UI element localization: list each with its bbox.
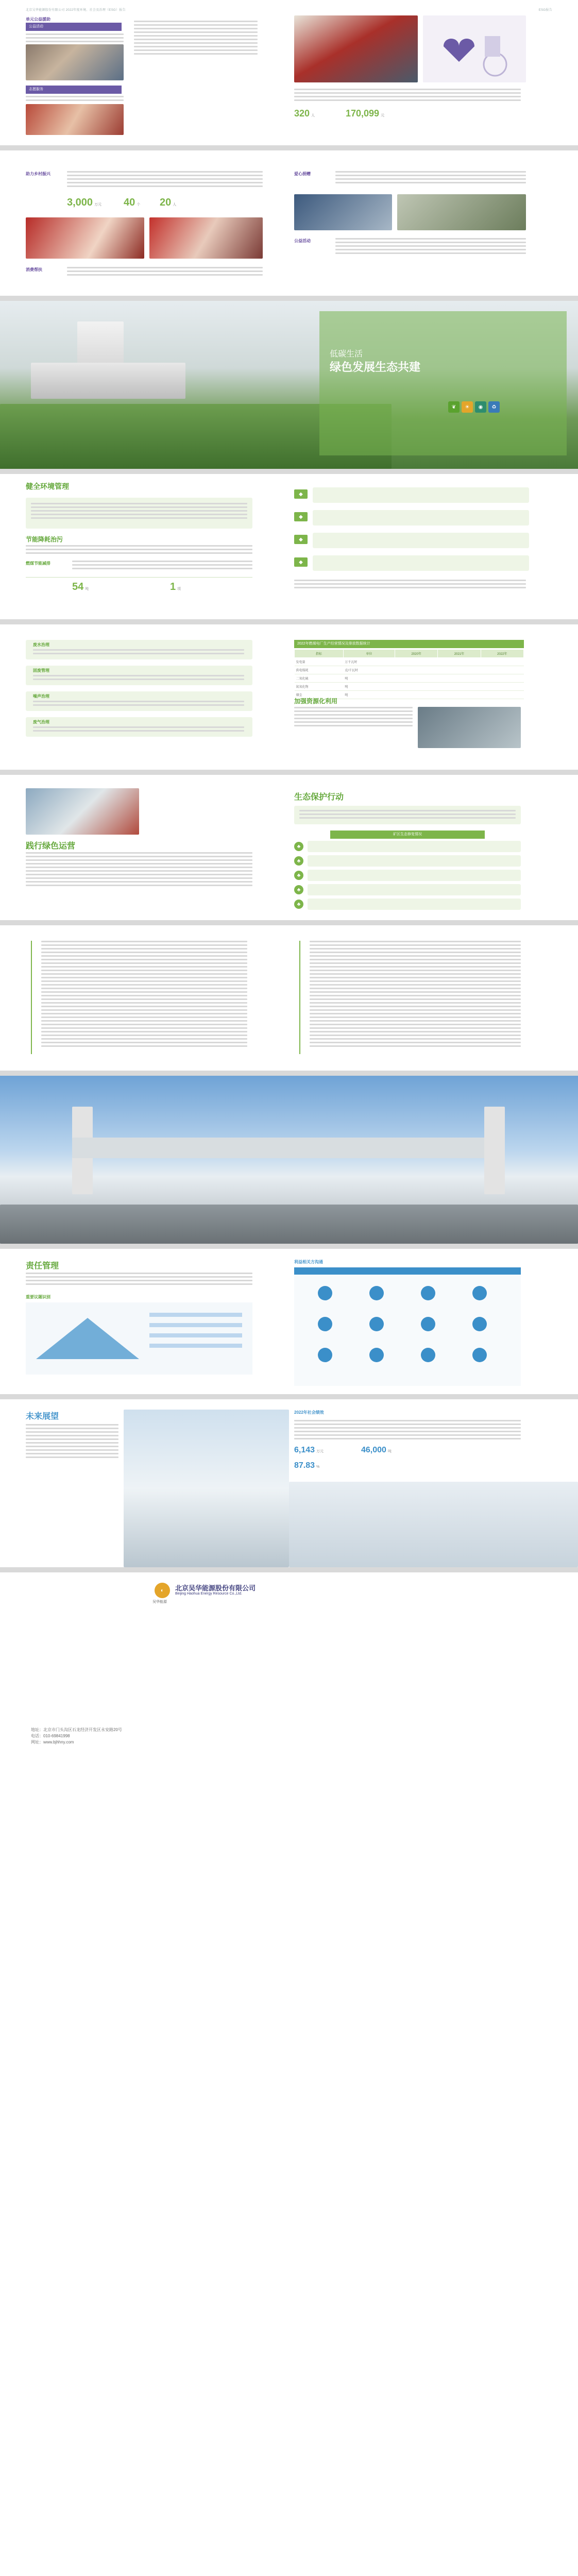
right-column-text: [134, 21, 258, 57]
table-cell: 克/千瓦时: [343, 666, 395, 674]
duty-title: 责任管理: [26, 1262, 59, 1270]
wheelchair-icon: [423, 15, 526, 82]
materiality-diagram: [26, 1302, 252, 1375]
volunteer-photo: [294, 15, 418, 82]
spread-future: [0, 1399, 578, 1567]
table-row: [295, 658, 524, 666]
table-cell: 供电煤耗: [295, 666, 344, 674]
page-left: [0, 474, 289, 619]
body-text: [26, 33, 124, 44]
spread-pollution-measures: [0, 624, 578, 770]
tree-icon: ♣: [294, 900, 303, 909]
logo-text: 吴华能源: [152, 1600, 167, 1604]
timeline-line: [31, 941, 32, 1054]
eco-row: [308, 870, 521, 881]
future-title: 未来展望: [26, 1412, 59, 1421]
table-row: [295, 674, 524, 683]
table-cell: 氮氧化物: [295, 683, 344, 691]
spread-green-cover: [0, 301, 578, 469]
table-cell: [395, 658, 437, 666]
stat-volunteers: 320 人: [294, 108, 315, 118]
kpi-1: 6,143 万元: [294, 1446, 324, 1454]
gate-beam: [72, 1138, 505, 1158]
stakeholder-title: 利益相关方沟通: [294, 1260, 323, 1264]
spread-green-ops: [0, 775, 578, 920]
table-cell: [481, 658, 523, 666]
eco-table-title: 矿区生态修复情况: [330, 831, 485, 839]
table-cell: [481, 674, 523, 683]
timeline-text: [41, 941, 247, 1049]
body-text: [294, 580, 526, 590]
page-right: [289, 1249, 578, 1394]
tree-icon: ♣: [294, 871, 303, 880]
body-text: [26, 1273, 252, 1287]
kpi-title: 2022年社会绩效: [294, 1410, 324, 1415]
page-header: 北京吴华能源股份有限公司 2022年度环境、社会及治理（ESG）报告: [26, 9, 126, 12]
page-right: [289, 925, 578, 1071]
table-cell: 吨: [343, 674, 395, 683]
kpi-2: 46,000 吨: [361, 1446, 392, 1454]
page-header-right: ESG报告: [538, 9, 552, 12]
stat-donation: 170,099 元: [346, 108, 385, 118]
cover-title-line1: 低碳生活: [330, 350, 363, 359]
donation-photo-1: [294, 194, 392, 230]
page-right: [289, 0, 578, 145]
table-cell: [438, 683, 481, 691]
timeline-line: [299, 941, 300, 1054]
company-name-en: Beijing Haohua Energy Resource Co.,Ltd.: [175, 1592, 242, 1596]
rural-photo-1: [26, 217, 144, 259]
page-right: [289, 150, 578, 296]
measure-card-3: 噪声治理: [26, 691, 252, 711]
env-intro-card: [26, 498, 252, 529]
table-cell: [481, 691, 523, 699]
table-header-cell: 2022年: [481, 650, 523, 658]
sub-resource-use: 加强资源化利用: [294, 698, 338, 705]
eye-icon: ◉: [475, 401, 486, 413]
tanks-photo: [289, 1482, 578, 1567]
table-cell: [395, 691, 437, 699]
sun-icon: ☀: [462, 401, 473, 413]
section-title: 单元公益援助: [26, 17, 50, 22]
kpi-lines: [294, 1420, 521, 1442]
stat-cadres: 20 人: [160, 197, 177, 208]
page-left: [0, 1249, 289, 1394]
table-row: [295, 683, 524, 691]
page-right: [289, 775, 578, 920]
table-cell: 万千瓦时: [343, 658, 395, 666]
sub-energy-saving: 节能降耗治污: [26, 536, 63, 543]
cover-title-line2: 绿色发展生态共建: [330, 361, 421, 374]
page-left: [0, 150, 289, 296]
page-left: [0, 0, 289, 145]
rural-photo-2: [149, 217, 263, 259]
company-logo-icon: ◐: [155, 1583, 170, 1598]
spread-responsibility: [0, 1249, 578, 1394]
env-title: 健全环境管理: [26, 482, 69, 490]
divider: [26, 577, 252, 578]
recycle-icon: ♻: [488, 401, 500, 413]
body-text: [294, 89, 521, 103]
spread-rural: [0, 150, 578, 296]
website: 网址：www.bjhhny.com: [31, 1740, 74, 1744]
body-text: [26, 545, 252, 556]
ops-photo: [26, 788, 139, 835]
tower-photo: [124, 1410, 289, 1567]
table-cell: [395, 666, 437, 674]
stat-investment: 3,000 万元: [67, 197, 102, 208]
spread-charity: [0, 0, 578, 145]
donation-photo-2: [397, 194, 526, 230]
measure-card-2: 固废管理: [26, 666, 252, 685]
side-title-consume: 消费帮扶: [26, 267, 42, 272]
measure-card-1: 废水治理: [26, 640, 252, 659]
caption-bar-2: 志愿服务: [26, 86, 122, 94]
eco-row: [308, 899, 521, 910]
step-card-4: [313, 555, 529, 571]
body-text-2: [26, 96, 124, 103]
table-cell: [438, 658, 481, 666]
body-text-2: [67, 267, 263, 278]
stat-villages: 40 个: [124, 197, 141, 208]
side-title-public: 公益活动: [294, 239, 311, 243]
side-title-rural: 助力乡村振兴: [26, 172, 50, 176]
body-text: [26, 852, 252, 888]
table-cell: 二氧化硫: [295, 674, 344, 683]
table-cell: [395, 683, 437, 691]
sub-coal-emission: 燃煤节能减排: [26, 561, 50, 566]
gate-pillar-right: [484, 1107, 505, 1194]
table-cell: 吨: [343, 691, 395, 699]
body-text-2: [335, 238, 526, 256]
table-cell: [438, 674, 481, 683]
step-icon: ◆: [294, 512, 308, 521]
leaf-icon: ❦: [448, 401, 460, 413]
wheelchair-illustration: [423, 15, 526, 82]
page-left: [0, 1399, 289, 1567]
body-text: [335, 171, 526, 185]
tree-icon: ♣: [294, 856, 303, 866]
road: [0, 1205, 578, 1244]
page-left: [0, 925, 289, 1071]
phone: 电话：010-69841998: [31, 1734, 70, 1738]
table-header-cell: 单位: [343, 650, 395, 658]
step-icon: ◆: [294, 489, 308, 499]
spread-timeline: [0, 925, 578, 1071]
step-icon: ◆: [294, 535, 308, 544]
table-cell: [481, 683, 523, 691]
kpi-3: 87.83 %: [294, 1461, 320, 1470]
stakeholder-grid: [294, 1267, 521, 1386]
page-right: [289, 1399, 578, 1567]
emission-table: [294, 649, 524, 699]
eco-row: [308, 884, 521, 895]
address: 地址：北京市门头沟区石龙经济开发区永安路20号: [31, 1727, 122, 1732]
body-text: [26, 1424, 118, 1460]
body-text-2: [72, 561, 252, 571]
eco-intro-card: [294, 806, 521, 824]
plant-buildings: [31, 363, 185, 399]
side-title-donation: 爱心捐赠: [294, 172, 311, 176]
step-card-1: [313, 487, 529, 503]
eco-row: [308, 841, 521, 852]
table-row: [295, 666, 524, 674]
resource-photo: [418, 707, 521, 748]
page-right: [289, 624, 578, 770]
table-header-cell: 2020年: [395, 650, 437, 658]
step-icon: ◆: [294, 557, 308, 567]
company-name-cn: 北京吴华能源股份有限公司: [175, 1584, 256, 1592]
eco-title: 生态保护行动: [294, 793, 344, 802]
tree-icon: ♣: [294, 885, 303, 894]
back-cover: [0, 1572, 578, 2576]
step-card-2: [313, 510, 529, 526]
page-left: [0, 775, 289, 920]
contact-block: [31, 1727, 122, 1745]
table-title-bar: 2022年燃煤电厂生产经营情况及排放数据统计: [294, 640, 524, 648]
step-card-3: [313, 533, 529, 548]
page-right: [289, 474, 578, 619]
body-text: [294, 707, 413, 728]
timeline-text: [310, 941, 521, 1049]
stat-reduction: 54 吨: [72, 581, 89, 592]
tree-icon: ♣: [294, 842, 303, 851]
ops-title: 践行绿色运营: [26, 842, 76, 851]
duty-sub: 重要议题识别: [26, 1295, 50, 1299]
table-cell: 烟尘: [295, 691, 344, 699]
table-cell: 发电量: [295, 658, 344, 666]
spread-gate-photo: [0, 1076, 578, 1244]
table-cell: 吨: [343, 683, 395, 691]
table-cell: [481, 666, 523, 674]
table-cell: [438, 666, 481, 674]
body-text: [67, 171, 263, 189]
table-cell: [395, 674, 437, 683]
eco-row: [308, 855, 521, 867]
charity-photo-1: [26, 44, 124, 80]
stat-projects: 1 项: [170, 581, 181, 592]
table-header-cell: 指标: [295, 650, 344, 658]
table-header-cell: 2021年: [438, 650, 481, 658]
table-cell: [438, 691, 481, 699]
measure-card-4: 废气治理: [26, 717, 252, 737]
page-left: [0, 624, 289, 770]
caption-bar: 公益活动: [26, 23, 122, 31]
charity-photo-2: [26, 104, 124, 135]
cover-panel: [319, 311, 567, 455]
spread-env-management: [0, 474, 578, 619]
